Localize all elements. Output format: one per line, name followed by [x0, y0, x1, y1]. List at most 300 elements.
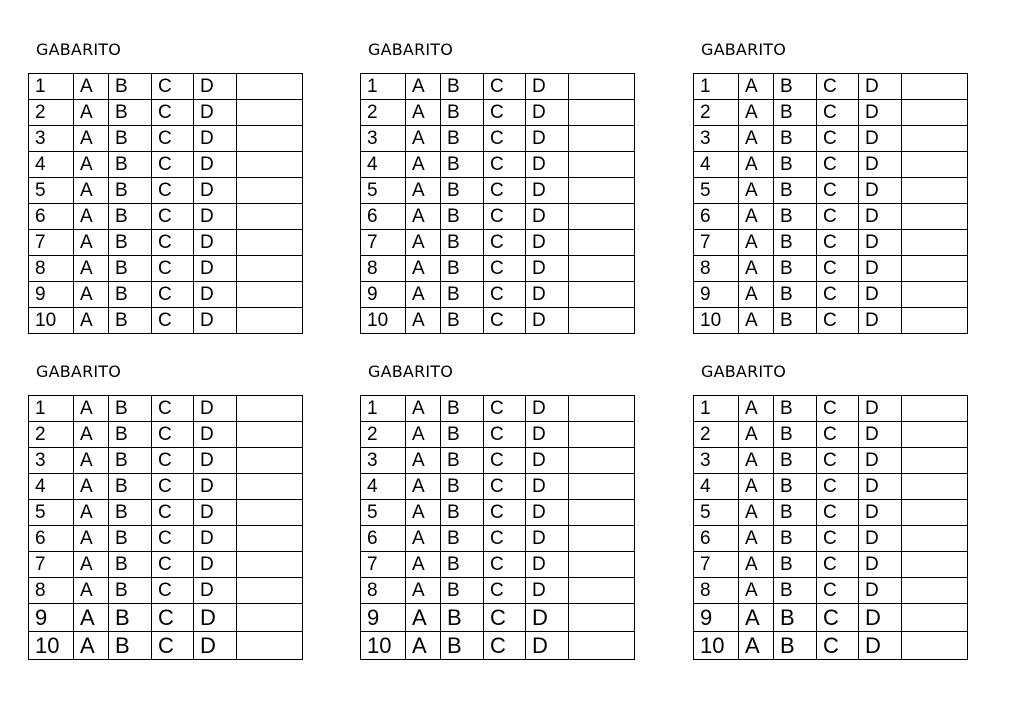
option-c[interactable]: C: [817, 396, 859, 422]
option-d[interactable]: D: [526, 422, 569, 448]
option-d[interactable]: D: [526, 448, 569, 474]
option-c[interactable]: C: [817, 474, 859, 500]
answer-blank[interactable]: [569, 578, 635, 604]
option-b[interactable]: B: [441, 74, 484, 100]
option-d[interactable]: D: [859, 100, 902, 126]
answer-blank[interactable]: [237, 308, 303, 334]
option-a[interactable]: A: [74, 396, 109, 422]
option-b[interactable]: B: [441, 578, 484, 604]
option-b[interactable]: B: [109, 474, 152, 500]
option-c[interactable]: C: [817, 552, 859, 578]
option-d[interactable]: D: [859, 526, 902, 552]
option-a[interactable]: A: [74, 526, 109, 552]
answer-blank[interactable]: [902, 204, 968, 230]
option-a[interactable]: A: [406, 604, 441, 632]
option-b[interactable]: B: [109, 100, 152, 126]
answer-blank[interactable]: [237, 74, 303, 100]
answer-blank[interactable]: [237, 526, 303, 552]
option-a[interactable]: A: [406, 282, 441, 308]
option-b[interactable]: B: [109, 552, 152, 578]
option-d[interactable]: D: [526, 474, 569, 500]
option-a[interactable]: A: [406, 500, 441, 526]
option-d[interactable]: D: [859, 552, 902, 578]
option-a[interactable]: A: [406, 578, 441, 604]
option-d[interactable]: D: [859, 448, 902, 474]
option-b[interactable]: B: [441, 552, 484, 578]
option-c[interactable]: C: [484, 308, 526, 334]
answer-blank[interactable]: [237, 474, 303, 500]
option-b[interactable]: B: [774, 448, 817, 474]
option-a[interactable]: A: [74, 230, 109, 256]
option-a[interactable]: A: [406, 308, 441, 334]
answer-blank[interactable]: [902, 396, 968, 422]
answer-blank[interactable]: [569, 178, 635, 204]
option-c[interactable]: C: [152, 632, 194, 660]
answer-blank[interactable]: [237, 396, 303, 422]
answer-blank[interactable]: [569, 308, 635, 334]
option-a[interactable]: A: [74, 422, 109, 448]
option-d[interactable]: D: [194, 152, 237, 178]
option-c[interactable]: C: [484, 632, 526, 660]
option-d[interactable]: D: [526, 500, 569, 526]
option-a[interactable]: A: [74, 256, 109, 282]
option-b[interactable]: B: [774, 74, 817, 100]
option-b[interactable]: B: [774, 152, 817, 178]
option-a[interactable]: A: [739, 578, 774, 604]
option-b[interactable]: B: [774, 578, 817, 604]
answer-blank[interactable]: [569, 100, 635, 126]
option-d[interactable]: D: [194, 74, 237, 100]
option-d[interactable]: D: [526, 396, 569, 422]
option-a[interactable]: A: [74, 74, 109, 100]
option-c[interactable]: C: [152, 500, 194, 526]
option-d[interactable]: D: [526, 178, 569, 204]
answer-blank[interactable]: [902, 178, 968, 204]
option-c[interactable]: C: [484, 500, 526, 526]
option-c[interactable]: C: [817, 256, 859, 282]
option-a[interactable]: A: [74, 178, 109, 204]
option-a[interactable]: A: [406, 632, 441, 660]
option-d[interactable]: D: [859, 126, 902, 152]
answer-blank[interactable]: [237, 152, 303, 178]
answer-blank[interactable]: [237, 632, 303, 660]
answer-blank[interactable]: [569, 204, 635, 230]
answer-blank[interactable]: [902, 578, 968, 604]
option-c[interactable]: C: [817, 204, 859, 230]
option-c[interactable]: C: [152, 604, 194, 632]
answer-blank[interactable]: [902, 282, 968, 308]
option-a[interactable]: A: [406, 396, 441, 422]
option-b[interactable]: B: [774, 422, 817, 448]
option-b[interactable]: B: [774, 396, 817, 422]
option-d[interactable]: D: [859, 604, 902, 632]
option-b[interactable]: B: [441, 500, 484, 526]
option-d[interactable]: D: [859, 500, 902, 526]
option-d[interactable]: D: [859, 422, 902, 448]
answer-blank[interactable]: [569, 552, 635, 578]
option-c[interactable]: C: [484, 152, 526, 178]
answer-blank[interactable]: [902, 230, 968, 256]
option-d[interactable]: D: [526, 526, 569, 552]
option-d[interactable]: D: [526, 552, 569, 578]
option-a[interactable]: A: [406, 448, 441, 474]
option-a[interactable]: A: [739, 448, 774, 474]
option-c[interactable]: C: [817, 126, 859, 152]
option-c[interactable]: C: [484, 204, 526, 230]
answer-blank[interactable]: [237, 282, 303, 308]
answer-blank[interactable]: [569, 632, 635, 660]
answer-blank[interactable]: [569, 604, 635, 632]
option-b[interactable]: B: [109, 282, 152, 308]
option-b[interactable]: B: [441, 604, 484, 632]
option-a[interactable]: A: [739, 178, 774, 204]
answer-blank[interactable]: [569, 500, 635, 526]
option-d[interactable]: D: [859, 474, 902, 500]
option-c[interactable]: C: [817, 578, 859, 604]
option-a[interactable]: A: [739, 282, 774, 308]
answer-blank[interactable]: [237, 500, 303, 526]
option-c[interactable]: C: [152, 552, 194, 578]
option-a[interactable]: A: [739, 126, 774, 152]
option-d[interactable]: D: [526, 230, 569, 256]
option-a[interactable]: A: [739, 396, 774, 422]
option-d[interactable]: D: [526, 126, 569, 152]
answer-blank[interactable]: [237, 230, 303, 256]
option-d[interactable]: D: [194, 282, 237, 308]
option-c[interactable]: C: [817, 422, 859, 448]
option-d[interactable]: D: [526, 308, 569, 334]
option-d[interactable]: D: [194, 308, 237, 334]
option-c[interactable]: C: [817, 100, 859, 126]
answer-blank[interactable]: [902, 632, 968, 660]
answer-blank[interactable]: [237, 604, 303, 632]
option-b[interactable]: B: [109, 256, 152, 282]
answer-blank[interactable]: [237, 256, 303, 282]
option-c[interactable]: C: [484, 448, 526, 474]
option-a[interactable]: A: [406, 474, 441, 500]
option-d[interactable]: D: [194, 526, 237, 552]
option-c[interactable]: C: [152, 126, 194, 152]
option-d[interactable]: D: [859, 282, 902, 308]
option-c[interactable]: C: [152, 230, 194, 256]
option-c[interactable]: C: [484, 552, 526, 578]
option-d[interactable]: D: [194, 126, 237, 152]
option-b[interactable]: B: [109, 632, 152, 660]
option-d[interactable]: D: [194, 448, 237, 474]
option-c[interactable]: C: [152, 152, 194, 178]
option-b[interactable]: B: [774, 126, 817, 152]
option-d[interactable]: D: [194, 230, 237, 256]
option-c[interactable]: C: [484, 474, 526, 500]
option-c[interactable]: C: [817, 604, 859, 632]
option-d[interactable]: D: [859, 152, 902, 178]
answer-blank[interactable]: [569, 474, 635, 500]
option-b[interactable]: B: [109, 448, 152, 474]
option-b[interactable]: B: [441, 230, 484, 256]
option-b[interactable]: B: [109, 604, 152, 632]
option-b[interactable]: B: [774, 282, 817, 308]
option-d[interactable]: D: [859, 256, 902, 282]
option-c[interactable]: C: [152, 396, 194, 422]
option-a[interactable]: A: [74, 100, 109, 126]
option-a[interactable]: A: [74, 632, 109, 660]
option-a[interactable]: A: [74, 152, 109, 178]
answer-blank[interactable]: [902, 422, 968, 448]
option-a[interactable]: A: [74, 448, 109, 474]
option-d[interactable]: D: [526, 100, 569, 126]
option-c[interactable]: C: [152, 474, 194, 500]
option-d[interactable]: D: [194, 632, 237, 660]
option-b[interactable]: B: [441, 204, 484, 230]
answer-blank[interactable]: [569, 126, 635, 152]
option-a[interactable]: A: [739, 152, 774, 178]
option-c[interactable]: C: [152, 204, 194, 230]
option-a[interactable]: A: [739, 552, 774, 578]
option-c[interactable]: C: [817, 152, 859, 178]
option-a[interactable]: A: [406, 422, 441, 448]
option-c[interactable]: C: [484, 604, 526, 632]
option-b[interactable]: B: [774, 178, 817, 204]
answer-blank[interactable]: [237, 578, 303, 604]
option-b[interactable]: B: [774, 256, 817, 282]
option-c[interactable]: C: [817, 282, 859, 308]
option-c[interactable]: C: [484, 230, 526, 256]
option-b[interactable]: B: [441, 152, 484, 178]
option-c[interactable]: C: [152, 178, 194, 204]
option-d[interactable]: D: [194, 204, 237, 230]
answer-blank[interactable]: [237, 422, 303, 448]
option-b[interactable]: B: [774, 500, 817, 526]
option-b[interactable]: B: [109, 230, 152, 256]
answer-blank[interactable]: [902, 500, 968, 526]
option-b[interactable]: B: [441, 100, 484, 126]
option-a[interactable]: A: [406, 256, 441, 282]
option-d[interactable]: D: [526, 74, 569, 100]
option-c[interactable]: C: [484, 178, 526, 204]
option-d[interactable]: D: [859, 74, 902, 100]
answer-blank[interactable]: [902, 526, 968, 552]
answer-blank[interactable]: [569, 422, 635, 448]
option-c[interactable]: C: [152, 526, 194, 552]
option-b[interactable]: B: [774, 308, 817, 334]
option-a[interactable]: A: [739, 230, 774, 256]
answer-blank[interactable]: [902, 308, 968, 334]
option-a[interactable]: A: [739, 100, 774, 126]
answer-blank[interactable]: [902, 126, 968, 152]
option-d[interactable]: D: [859, 578, 902, 604]
option-c[interactable]: C: [484, 126, 526, 152]
option-d[interactable]: D: [194, 396, 237, 422]
option-d[interactable]: D: [194, 500, 237, 526]
option-a[interactable]: A: [739, 500, 774, 526]
option-c[interactable]: C: [817, 74, 859, 100]
answer-blank[interactable]: [569, 152, 635, 178]
option-d[interactable]: D: [859, 396, 902, 422]
answer-blank[interactable]: [902, 74, 968, 100]
option-d[interactable]: D: [859, 230, 902, 256]
option-b[interactable]: B: [441, 256, 484, 282]
option-a[interactable]: A: [406, 74, 441, 100]
option-c[interactable]: C: [817, 308, 859, 334]
option-b[interactable]: B: [774, 552, 817, 578]
option-c[interactable]: C: [152, 578, 194, 604]
option-a[interactable]: A: [74, 308, 109, 334]
answer-blank[interactable]: [569, 282, 635, 308]
option-a[interactable]: A: [739, 256, 774, 282]
answer-blank[interactable]: [902, 100, 968, 126]
option-d[interactable]: D: [526, 152, 569, 178]
option-b[interactable]: B: [774, 204, 817, 230]
option-a[interactable]: A: [74, 474, 109, 500]
option-b[interactable]: B: [774, 632, 817, 660]
option-a[interactable]: A: [406, 178, 441, 204]
option-b[interactable]: B: [109, 178, 152, 204]
answer-blank[interactable]: [902, 474, 968, 500]
option-a[interactable]: A: [74, 204, 109, 230]
answer-blank[interactable]: [569, 448, 635, 474]
answer-blank[interactable]: [237, 178, 303, 204]
option-a[interactable]: A: [739, 632, 774, 660]
option-d[interactable]: D: [526, 282, 569, 308]
option-b[interactable]: B: [109, 526, 152, 552]
option-c[interactable]: C: [817, 500, 859, 526]
option-a[interactable]: A: [74, 552, 109, 578]
option-c[interactable]: C: [817, 230, 859, 256]
option-a[interactable]: A: [406, 230, 441, 256]
option-c[interactable]: C: [152, 422, 194, 448]
option-c[interactable]: C: [484, 74, 526, 100]
option-b[interactable]: B: [109, 204, 152, 230]
option-a[interactable]: A: [739, 74, 774, 100]
option-c[interactable]: C: [152, 74, 194, 100]
option-b[interactable]: B: [774, 474, 817, 500]
option-b[interactable]: B: [441, 526, 484, 552]
answer-blank[interactable]: [569, 526, 635, 552]
option-a[interactable]: A: [406, 552, 441, 578]
option-c[interactable]: C: [817, 178, 859, 204]
option-c[interactable]: C: [152, 448, 194, 474]
option-c[interactable]: C: [484, 422, 526, 448]
option-c[interactable]: C: [817, 448, 859, 474]
option-d[interactable]: D: [526, 604, 569, 632]
option-c[interactable]: C: [484, 256, 526, 282]
option-d[interactable]: D: [859, 632, 902, 660]
option-b[interactable]: B: [109, 126, 152, 152]
option-a[interactable]: A: [739, 604, 774, 632]
option-b[interactable]: B: [441, 282, 484, 308]
option-b[interactable]: B: [441, 632, 484, 660]
option-b[interactable]: B: [109, 308, 152, 334]
option-d[interactable]: D: [194, 422, 237, 448]
option-c[interactable]: C: [484, 282, 526, 308]
answer-blank[interactable]: [237, 204, 303, 230]
option-b[interactable]: B: [109, 422, 152, 448]
option-a[interactable]: A: [406, 100, 441, 126]
option-b[interactable]: B: [109, 152, 152, 178]
option-b[interactable]: B: [441, 422, 484, 448]
option-a[interactable]: A: [74, 604, 109, 632]
option-c[interactable]: C: [484, 396, 526, 422]
option-c[interactable]: C: [152, 282, 194, 308]
option-d[interactable]: D: [526, 578, 569, 604]
option-d[interactable]: D: [194, 100, 237, 126]
option-b[interactable]: B: [774, 100, 817, 126]
option-a[interactable]: A: [739, 308, 774, 334]
answer-blank[interactable]: [237, 126, 303, 152]
option-d[interactable]: D: [526, 204, 569, 230]
option-c[interactable]: C: [152, 256, 194, 282]
answer-blank[interactable]: [902, 552, 968, 578]
option-d[interactable]: D: [194, 604, 237, 632]
option-a[interactable]: A: [739, 474, 774, 500]
option-b[interactable]: B: [774, 230, 817, 256]
answer-blank[interactable]: [569, 74, 635, 100]
option-d[interactable]: D: [859, 178, 902, 204]
option-b[interactable]: B: [441, 126, 484, 152]
option-a[interactable]: A: [739, 204, 774, 230]
option-a[interactable]: A: [74, 500, 109, 526]
option-c[interactable]: C: [152, 308, 194, 334]
option-a[interactable]: A: [739, 422, 774, 448]
option-b[interactable]: B: [109, 396, 152, 422]
option-a[interactable]: A: [406, 152, 441, 178]
option-a[interactable]: A: [406, 526, 441, 552]
option-c[interactable]: C: [817, 632, 859, 660]
option-a[interactable]: A: [74, 282, 109, 308]
option-c[interactable]: C: [484, 578, 526, 604]
option-b[interactable]: B: [441, 308, 484, 334]
option-b[interactable]: B: [774, 604, 817, 632]
option-a[interactable]: A: [406, 126, 441, 152]
answer-blank[interactable]: [902, 256, 968, 282]
answer-blank[interactable]: [237, 448, 303, 474]
option-b[interactable]: B: [774, 526, 817, 552]
option-b[interactable]: B: [109, 578, 152, 604]
option-b[interactable]: B: [109, 500, 152, 526]
option-d[interactable]: D: [194, 552, 237, 578]
option-d[interactable]: D: [194, 578, 237, 604]
option-a[interactable]: A: [74, 126, 109, 152]
option-d[interactable]: D: [526, 256, 569, 282]
option-a[interactable]: A: [739, 526, 774, 552]
option-c[interactable]: C: [484, 526, 526, 552]
answer-blank[interactable]: [569, 230, 635, 256]
answer-blank[interactable]: [902, 604, 968, 632]
option-d[interactable]: D: [526, 632, 569, 660]
option-c[interactable]: C: [152, 100, 194, 126]
option-b[interactable]: B: [441, 448, 484, 474]
option-b[interactable]: B: [441, 178, 484, 204]
option-a[interactable]: A: [74, 578, 109, 604]
option-b[interactable]: B: [109, 74, 152, 100]
answer-blank[interactable]: [237, 552, 303, 578]
option-d[interactable]: D: [859, 204, 902, 230]
answer-blank[interactable]: [237, 100, 303, 126]
option-c[interactable]: C: [817, 526, 859, 552]
option-d[interactable]: D: [194, 474, 237, 500]
answer-blank[interactable]: [902, 448, 968, 474]
option-d[interactable]: D: [194, 256, 237, 282]
option-b[interactable]: B: [441, 396, 484, 422]
option-d[interactable]: D: [859, 308, 902, 334]
answer-blank[interactable]: [569, 256, 635, 282]
answer-blank[interactable]: [902, 152, 968, 178]
answer-blank[interactable]: [569, 396, 635, 422]
option-c[interactable]: C: [484, 100, 526, 126]
option-b[interactable]: B: [441, 474, 484, 500]
option-d[interactable]: D: [194, 178, 237, 204]
option-a[interactable]: A: [406, 204, 441, 230]
